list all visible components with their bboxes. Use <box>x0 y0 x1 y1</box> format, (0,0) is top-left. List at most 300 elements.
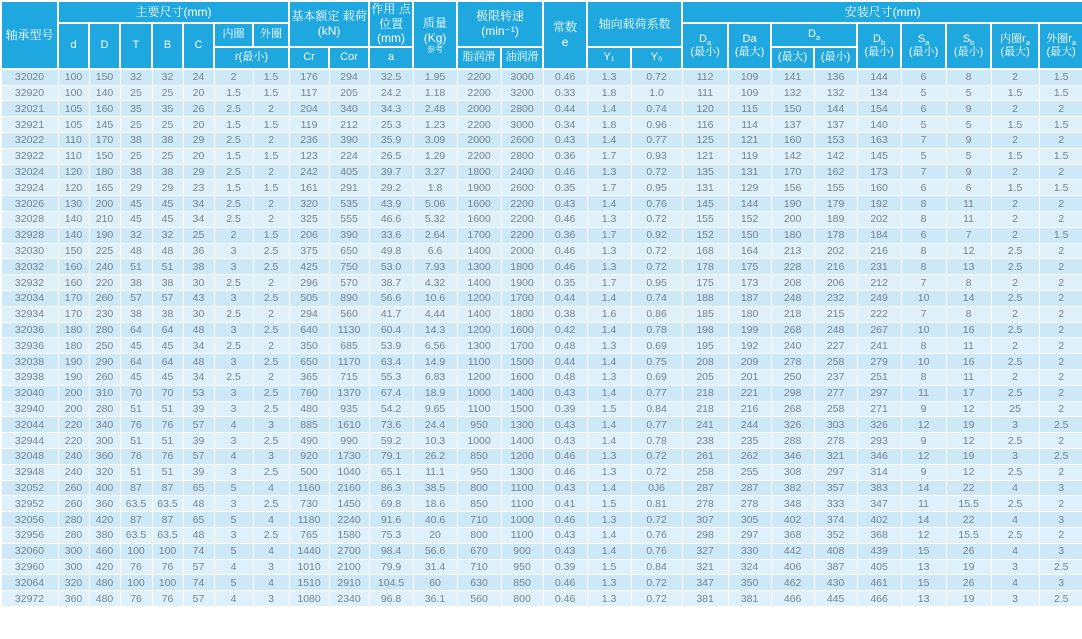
spec-value-cell: 145 <box>89 117 120 133</box>
spec-value-cell: 500 <box>289 464 329 480</box>
spec-value-cell: 18.9 <box>413 385 457 401</box>
spec-value-cell: 57 <box>183 449 214 465</box>
spec-value-cell: 0.72 <box>631 69 682 85</box>
spec-value-cell: 2 <box>253 196 289 212</box>
bearing-model-cell: 32936 <box>1 338 58 354</box>
spec-value-cell: 0.86 <box>631 306 682 322</box>
spec-value-cell: 176 <box>289 69 329 85</box>
spec-value-cell: 261 <box>682 449 728 465</box>
spec-value-cell: 3 <box>214 385 253 401</box>
spec-value-cell: 4 <box>253 512 289 528</box>
spec-value-cell: 110 <box>58 133 89 149</box>
spec-value-cell: 45 <box>152 196 183 212</box>
bearing-model-cell: 32940 <box>1 401 58 417</box>
spec-value-cell: 19 <box>946 417 991 433</box>
table-row <box>1 496 1082 512</box>
spec-value-cell: 3000 <box>501 69 543 85</box>
spec-value-cell: 298 <box>771 385 814 401</box>
spec-value-cell: 76 <box>120 417 152 433</box>
spec-value-cell: 462 <box>771 575 814 591</box>
spec-value-cell: 201 <box>728 370 771 386</box>
col-header-D: D <box>89 23 120 69</box>
spec-value-cell: 20 <box>183 85 214 101</box>
spec-value-cell: 49.8 <box>369 243 413 259</box>
spec-value-cell: 160 <box>89 101 120 117</box>
spec-value-cell: 168 <box>682 243 728 259</box>
spec-value-cell: 35 <box>120 101 152 117</box>
spec-value-cell: 51 <box>152 464 183 480</box>
spec-value-cell: 1300 <box>501 417 543 433</box>
bearing-model-cell: 32972 <box>1 591 58 607</box>
spec-value-cell: 1160 <box>289 480 329 496</box>
spec-value-cell: 6 <box>901 69 946 85</box>
spec-value-cell: 109 <box>728 69 771 85</box>
spec-value-cell: 38 <box>120 275 152 291</box>
spec-value-cell: 5 <box>901 85 946 101</box>
spec-value-cell: 2.5 <box>991 385 1039 401</box>
spec-value-cell: 34 <box>183 212 214 228</box>
spec-value-cell: 25 <box>152 85 183 101</box>
spec-value-cell: 300 <box>89 433 120 449</box>
spec-value-cell: 300 <box>58 559 89 575</box>
spec-value-cell: 119 <box>728 148 771 164</box>
spec-value-cell: 287 <box>682 480 728 496</box>
spec-value-cell: 0.48 <box>543 370 587 386</box>
spec-value-cell: 2200 <box>501 212 543 228</box>
spec-value-cell: 765 <box>289 527 329 543</box>
spec-value-cell: 25 <box>120 85 152 101</box>
spec-value-cell: 760 <box>289 385 329 401</box>
spec-value-cell: 9 <box>901 401 946 417</box>
table-row <box>1 243 1082 259</box>
spec-value-cell: 2.5 <box>214 101 253 117</box>
spec-value-cell: 2 <box>1039 243 1082 259</box>
spec-value-cell: 115 <box>728 101 771 117</box>
spec-value-cell: 116 <box>682 117 728 133</box>
spec-value-cell: 248 <box>771 291 814 307</box>
spec-value-cell: 360 <box>89 449 120 465</box>
spec-value-cell: 45 <box>152 212 183 228</box>
spec-value-cell: 23 <box>183 180 214 196</box>
spec-value-cell: 2.48 <box>413 101 457 117</box>
spec-value-cell: 10 <box>901 322 946 338</box>
spec-value-cell: 1.4 <box>587 133 631 149</box>
spec-value-cell: 2.64 <box>413 227 457 243</box>
spec-value-cell: 76 <box>152 559 183 575</box>
spec-value-cell: 0J6 <box>631 480 682 496</box>
spec-value-cell: 206 <box>814 275 857 291</box>
mass-label-line1: 质量 <box>423 16 448 31</box>
spec-value-cell: 76 <box>152 449 183 465</box>
bearing-model-cell: 32944 <box>1 433 58 449</box>
spec-value-cell: 293 <box>857 433 901 449</box>
spec-value-cell: 1600 <box>457 212 501 228</box>
spec-value-cell: 2 <box>1039 196 1082 212</box>
spec-value-cell: 36.1 <box>413 591 457 607</box>
spec-value-cell: 51 <box>120 464 152 480</box>
spec-value-cell: 1.3 <box>587 212 631 228</box>
spec-value-cell: 2 <box>1039 354 1082 370</box>
spec-value-cell: 64 <box>120 354 152 370</box>
spec-value-cell: 1.4 <box>587 354 631 370</box>
spec-value-cell: 0.95 <box>631 275 682 291</box>
spec-value-cell: 0.93 <box>631 148 682 164</box>
spec-value-cell: 0.81 <box>631 496 682 512</box>
spec-value-cell: 170 <box>771 164 814 180</box>
spec-value-cell: 0.77 <box>631 417 682 433</box>
spec-value-cell: 6 <box>946 180 991 196</box>
spec-value-cell: 137 <box>814 117 857 133</box>
spec-value-cell: 2.5 <box>991 322 1039 338</box>
col-header-inner-ra-max: 内圈$r_a$ (最大) <box>991 23 1039 69</box>
spec-value-cell: 38 <box>183 259 214 275</box>
spec-value-cell: 4 <box>991 575 1039 591</box>
spec-value-cell: 260 <box>89 291 120 307</box>
spec-value-cell: 950 <box>457 464 501 480</box>
spec-value-cell: 3200 <box>501 85 543 101</box>
spec-value-cell: 297 <box>728 527 771 543</box>
spec-value-cell: 228 <box>771 259 814 275</box>
spec-value-cell: 87 <box>120 480 152 496</box>
spec-value-cell: 0.46 <box>543 512 587 528</box>
spec-value-cell: 32 <box>120 227 152 243</box>
spec-value-cell: 1.4 <box>587 527 631 543</box>
spec-value-cell: 240 <box>58 464 89 480</box>
spec-value-cell: 2160 <box>329 480 369 496</box>
spec-value-cell: 1900 <box>457 180 501 196</box>
spec-value-cell: 326 <box>771 417 814 433</box>
spec-value-cell: 2.5 <box>253 464 289 480</box>
spec-value-cell: 15 <box>901 543 946 559</box>
spec-value-cell: 935 <box>329 401 369 417</box>
spec-value-cell: 1000 <box>457 433 501 449</box>
spec-value-cell: 9 <box>946 133 991 149</box>
spec-value-cell: 87 <box>120 512 152 528</box>
spec-value-cell: 9 <box>946 164 991 180</box>
spec-value-cell: 2200 <box>501 196 543 212</box>
spec-value-cell: 0.43 <box>543 543 587 559</box>
spec-value-cell: 710 <box>457 512 501 528</box>
spec-value-cell: 0.46 <box>543 69 587 85</box>
col-header-grease-lubrication: 脂润滑 <box>457 47 501 69</box>
spec-value-cell: 241 <box>857 338 901 354</box>
spec-value-cell: 192 <box>728 338 771 354</box>
group-header-main-dimensions: 主要尺寸(mm) <box>58 1 289 23</box>
spec-value-cell: 135 <box>682 164 728 180</box>
spec-value-cell: 2200 <box>457 85 501 101</box>
spec-value-cell: 0.95 <box>631 180 682 196</box>
spec-value-cell: 2.5 <box>991 496 1039 512</box>
spec-value-cell: 3 <box>991 591 1039 607</box>
spec-value-cell: 307 <box>682 512 728 528</box>
spec-value-cell: 0.46 <box>543 164 587 180</box>
spec-value-cell: 231 <box>857 259 901 275</box>
spec-value-cell: 65.1 <box>369 464 413 480</box>
bearing-model-cell: 32922 <box>1 148 58 164</box>
spec-value-cell: 0.46 <box>543 259 587 275</box>
mass-label-line2: (Kg) <box>423 30 447 45</box>
spec-value-cell: 20 <box>183 148 214 164</box>
spec-value-cell: 382 <box>771 480 814 496</box>
spec-value-cell: 70 <box>152 385 183 401</box>
spec-value-cell: 57 <box>183 559 214 575</box>
spec-value-cell: 2700 <box>329 543 369 559</box>
spec-value-cell: 1.5 <box>587 401 631 417</box>
spec-value-cell: 22 <box>946 512 991 528</box>
table-row <box>1 433 1082 449</box>
bearing-model-cell: 32030 <box>1 243 58 259</box>
spec-value-cell: 150 <box>58 243 89 259</box>
spec-value-cell: 4.44 <box>413 306 457 322</box>
spec-value-cell: 400 <box>89 480 120 496</box>
spec-value-cell: 2 <box>1039 275 1082 291</box>
spec-value-cell: 244 <box>728 417 771 433</box>
spec-value-cell: 325 <box>289 212 329 228</box>
spec-value-cell: 25 <box>991 401 1039 417</box>
bearing-model-cell: 32048 <box>1 449 58 465</box>
spec-value-cell: 251 <box>857 370 901 386</box>
spec-value-cell: 13 <box>901 591 946 607</box>
spec-value-cell: 63.5 <box>152 496 183 512</box>
spec-value-cell: 20 <box>413 527 457 543</box>
spec-value-cell: 55.3 <box>369 370 413 386</box>
spec-value-cell: 1.3 <box>587 464 631 480</box>
spec-value-cell: 242 <box>289 164 329 180</box>
spec-value-cell: 890 <box>329 291 369 307</box>
spec-value-cell: 2.5 <box>991 291 1039 307</box>
spec-value-cell: 57 <box>183 591 214 607</box>
constant-e-symbol: e <box>561 34 569 49</box>
spec-value-cell: 287 <box>728 480 771 496</box>
spec-value-cell: 1100 <box>501 496 543 512</box>
spec-value-cell: 32.5 <box>369 69 413 85</box>
spec-value-cell: 2240 <box>329 512 369 528</box>
spec-value-cell: 111 <box>682 85 728 101</box>
spec-value-cell: 34 <box>183 196 214 212</box>
col-header-Da-span: $D_a$ <box>771 23 857 47</box>
spec-value-cell: 340 <box>89 417 120 433</box>
spec-value-cell: 24.2 <box>369 85 413 101</box>
spec-value-cell: 730 <box>289 496 329 512</box>
spec-value-cell: 1300 <box>501 464 543 480</box>
bearing-model-cell: 32038 <box>1 354 58 370</box>
spec-value-cell: 1100 <box>501 527 543 543</box>
spec-value-cell: 4.32 <box>413 275 457 291</box>
spec-value-cell: 2 <box>1039 496 1082 512</box>
spec-value-cell: 141 <box>771 69 814 85</box>
bearing-model-cell: 32026 <box>1 196 58 212</box>
spec-value-cell: 53 <box>183 385 214 401</box>
spec-value-cell: 1200 <box>457 291 501 307</box>
spec-value-cell: 0.38 <box>543 306 587 322</box>
spec-value-cell: 205 <box>329 85 369 101</box>
col-header-B: B <box>152 23 183 69</box>
col-header-T: T <box>120 23 152 69</box>
spec-value-cell: 216 <box>728 401 771 417</box>
spec-value-cell: 296 <box>289 275 329 291</box>
spec-value-cell: 2.5 <box>253 433 289 449</box>
spec-value-cell: 1.3 <box>587 243 631 259</box>
spec-value-cell: 100 <box>58 69 89 85</box>
spec-value-cell: 262 <box>728 449 771 465</box>
col-header-a: a <box>369 47 413 69</box>
spec-value-cell: 9 <box>901 433 946 449</box>
spec-value-cell: 6.83 <box>413 370 457 386</box>
table-row <box>1 354 1082 370</box>
spec-value-cell: 2000 <box>457 133 501 149</box>
spec-value-cell: 1.5 <box>991 148 1039 164</box>
spec-value-cell: 15.5 <box>946 527 991 543</box>
spec-value-cell: 405 <box>857 559 901 575</box>
spec-value-cell: 190 <box>58 354 89 370</box>
spec-value-cell: 5 <box>946 85 991 101</box>
spec-value-cell: 2.5 <box>214 212 253 228</box>
spec-value-cell: 51 <box>152 401 183 417</box>
spec-value-cell: 29 <box>183 164 214 180</box>
spec-value-cell: 1.5 <box>587 496 631 512</box>
spec-value-cell: 76 <box>152 417 183 433</box>
spec-value-cell: 0.75 <box>631 354 682 370</box>
bearing-model-cell: 32924 <box>1 180 58 196</box>
spec-value-cell: 900 <box>501 543 543 559</box>
spec-value-cell: 208 <box>771 275 814 291</box>
spec-value-cell: 1.5 <box>253 180 289 196</box>
spec-value-cell: 216 <box>814 259 857 275</box>
spec-value-cell: 1.5 <box>214 117 253 133</box>
spec-value-cell: 280 <box>58 527 89 543</box>
spec-value-cell: 2600 <box>501 133 543 149</box>
spec-value-cell: 112 <box>682 69 728 85</box>
spec-value-cell: 3 <box>991 417 1039 433</box>
table-row <box>1 101 1082 117</box>
spec-value-cell: 0.41 <box>543 496 587 512</box>
spec-value-cell: 131 <box>728 164 771 180</box>
spec-value-cell: 212 <box>857 275 901 291</box>
spec-value-cell: 29 <box>183 133 214 149</box>
spec-value-cell: 40.6 <box>413 512 457 528</box>
spec-value-cell: 16 <box>946 322 991 338</box>
spec-value-cell: 65 <box>183 512 214 528</box>
spec-value-cell: 51 <box>152 433 183 449</box>
spec-value-cell: 1.4 <box>587 433 631 449</box>
spec-value-cell: 57 <box>120 291 152 307</box>
spec-value-cell: 0.74 <box>631 101 682 117</box>
spec-value-cell: 294 <box>289 306 329 322</box>
spec-value-cell: 505 <box>289 291 329 307</box>
spec-value-cell: 321 <box>682 559 728 575</box>
spec-value-cell: 0.72 <box>631 449 682 465</box>
spec-value-cell: 348 <box>771 496 814 512</box>
bearing-model-cell: 32960 <box>1 559 58 575</box>
spec-value-cell: 368 <box>857 527 901 543</box>
spec-value-cell: 1.3 <box>587 512 631 528</box>
col-header-C: C <box>183 23 214 69</box>
table-row <box>1 306 1082 322</box>
spec-value-cell: 125 <box>682 133 728 149</box>
spec-value-cell: 14.3 <box>413 322 457 338</box>
spec-value-cell: 0.43 <box>543 480 587 496</box>
spec-value-cell: 14 <box>946 291 991 307</box>
spec-value-cell: 105 <box>58 101 89 117</box>
spec-value-cell: 2.5 <box>1039 417 1082 433</box>
bearing-model-cell: 32034 <box>1 291 58 307</box>
spec-value-cell: 65 <box>183 480 214 496</box>
spec-value-cell: 800 <box>501 591 543 607</box>
spec-value-cell: 560 <box>457 591 501 607</box>
spec-value-cell: 439 <box>857 543 901 559</box>
spec-value-cell: 202 <box>857 212 901 228</box>
spec-value-cell: 640 <box>289 322 329 338</box>
bearing-model-cell: 32056 <box>1 512 58 528</box>
spec-value-cell: 278 <box>728 496 771 512</box>
spec-value-cell: 560 <box>329 306 369 322</box>
spec-value-cell: 2 <box>253 133 289 149</box>
spec-value-cell: 3.09 <box>413 133 457 149</box>
spec-value-cell: 142 <box>814 148 857 164</box>
spec-value-cell: 38 <box>152 133 183 149</box>
spec-value-cell: 180 <box>728 306 771 322</box>
spec-value-cell: 2 <box>253 370 289 386</box>
spec-value-cell: 12 <box>901 417 946 433</box>
spec-value-cell: 45 <box>120 212 152 228</box>
spec-value-cell: 1.4 <box>587 322 631 338</box>
spec-value-cell: 48 <box>183 354 214 370</box>
spec-value-cell: 48 <box>183 322 214 338</box>
spec-value-cell: 1100 <box>457 401 501 417</box>
spec-value-cell: 297 <box>857 385 901 401</box>
spec-value-cell: 278 <box>814 433 857 449</box>
spec-value-cell: 1.5 <box>1039 117 1082 133</box>
spec-value-cell: 346 <box>857 449 901 465</box>
spec-value-cell: 16 <box>946 354 991 370</box>
spec-value-cell: 4 <box>214 449 253 465</box>
spec-value-cell: 235 <box>728 433 771 449</box>
spec-value-cell: 53.9 <box>369 338 413 354</box>
spec-value-cell: 0.44 <box>543 291 587 307</box>
spec-value-cell: 26 <box>183 101 214 117</box>
spec-value-cell: 258 <box>814 401 857 417</box>
bearing-model-cell: 32921 <box>1 117 58 133</box>
spec-value-cell: 155 <box>814 180 857 196</box>
spec-value-cell: 381 <box>728 591 771 607</box>
col-header-r-min: r(最小) <box>214 47 289 69</box>
spec-value-cell: 39 <box>183 433 214 449</box>
spec-value-cell: 2 <box>1039 259 1082 275</box>
spec-value-cell: 360 <box>89 496 120 512</box>
spec-value-cell: 480 <box>89 591 120 607</box>
spec-value-cell: 4 <box>253 480 289 496</box>
col-header-Da-min: $D_a$ (最小) <box>682 23 728 69</box>
spec-value-cell: 144 <box>857 69 901 85</box>
spec-value-cell: 69.8 <box>369 496 413 512</box>
spec-value-cell: 73.6 <box>369 417 413 433</box>
spec-value-cell: 142 <box>771 148 814 164</box>
bearing-model-cell: 32020 <box>1 69 58 85</box>
spec-value-cell: 74 <box>183 575 214 591</box>
spec-value-cell: 1.8 <box>587 85 631 101</box>
spec-value-cell: 310 <box>89 385 120 401</box>
bearing-model-cell: 32952 <box>1 496 58 512</box>
spec-value-cell: 1.5 <box>1039 69 1082 85</box>
spec-value-cell: 1.5 <box>253 69 289 85</box>
spec-value-cell: 1600 <box>457 196 501 212</box>
spec-value-cell: 0.35 <box>543 275 587 291</box>
bearing-model-cell: 32021 <box>1 101 58 117</box>
spec-value-cell: 11 <box>901 385 946 401</box>
spec-value-cell: 100 <box>152 575 183 591</box>
spec-value-cell: 221 <box>728 385 771 401</box>
table-row <box>1 196 1082 212</box>
